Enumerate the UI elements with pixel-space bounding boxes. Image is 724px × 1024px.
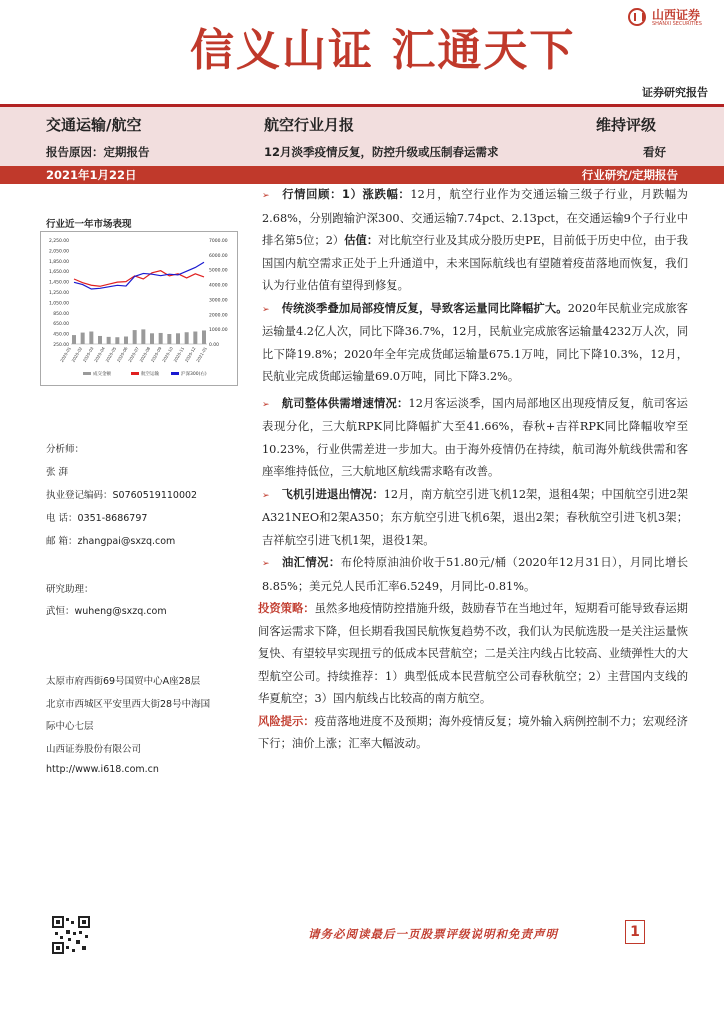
kw-risk: 风险提示：: [258, 714, 315, 728]
address-beijing-2: 际中心七层: [46, 721, 94, 732]
y-right-tick: 1000.00: [209, 328, 228, 334]
kw-supply-demand: 航司整体供需增速情况：: [281, 396, 409, 410]
legend-swatch: [83, 372, 91, 375]
volume-bar: [141, 329, 145, 344]
kw-passenger-volume: 传统淡季叠加局部疫情反复，导致客运量同比降幅扩大。: [281, 301, 568, 315]
y-left-tick: 250.00: [53, 343, 69, 348]
volume-bar: [193, 332, 197, 344]
legend-label: 航空运输: [141, 372, 159, 377]
volume-bar: [107, 337, 111, 344]
volume-bar: [185, 332, 189, 344]
x-tick: 2020-03: [81, 346, 95, 363]
arrow-bullet-icon: ➢: [262, 559, 270, 569]
logo-cn: 山西证券: [652, 8, 701, 22]
y-right-tick: 4000.00: [209, 283, 228, 289]
address-taiyuan: 太原市府西街69号国贸中心A座28层: [46, 676, 201, 687]
legend-label: 成交金额: [93, 372, 111, 377]
rating-label: 维持评级: [596, 116, 657, 134]
airline-line: [74, 271, 204, 287]
assistant-email[interactable]: 武恒：wuheng@sxzq.com: [46, 606, 167, 617]
y-left-tick: 2,050.00: [48, 249, 69, 255]
rating-value: 看好: [643, 145, 666, 159]
x-tick: 2020-01: [59, 346, 72, 363]
y-right-tick: 0.00: [209, 343, 220, 348]
market-chart: [40, 231, 238, 386]
y-right-tick: 5000.00: [209, 268, 228, 274]
x-tick: 2021-01: [195, 346, 208, 363]
y-right-tick: 6000.00: [209, 253, 228, 259]
y-left-tick: 1,850.00: [48, 259, 69, 265]
volume-bar: [115, 337, 119, 344]
report-date: 2021年1月22日: [46, 168, 137, 182]
logo-mark-icon: [628, 8, 646, 26]
arrow-bullet-icon: ➢: [262, 191, 270, 201]
report-reason: 报告原因：定期报告: [46, 145, 150, 159]
chart-title: 行业近一年市场表现: [46, 219, 132, 230]
x-tick: 2020-07: [127, 346, 140, 363]
y-left-tick: 650.00: [53, 322, 69, 328]
y-left-tick: 1,250.00: [48, 291, 69, 296]
paragraph-supply-demand: [258, 393, 688, 484]
page-number: 1: [625, 920, 645, 944]
website-link[interactable]: http://www.i618.com.cn: [46, 764, 159, 775]
x-tick: 2020-09: [149, 346, 163, 363]
volume-bar: [89, 332, 93, 344]
analyst-email[interactable]: 邮 箱：zhangpai@sxzq.com: [46, 536, 176, 547]
volume-bar: [81, 333, 85, 344]
volume-bar: [133, 330, 137, 344]
qr-code-icon: [52, 916, 90, 954]
legend-label: 沪深300(右): [181, 372, 207, 377]
x-tick: 2020-06: [115, 346, 129, 363]
paragraph-fleet: [258, 484, 688, 553]
x-tick: 2020-05: [104, 346, 118, 363]
volume-bar: [72, 335, 76, 344]
registration-code: 执业登记编码：S0760519110002: [46, 490, 198, 501]
analyst-phone: 电 话：0351-8686797: [46, 513, 148, 524]
address-beijing-1: 北京市西城区平安里西大街28号中海国: [46, 699, 211, 710]
x-tick: 2020-11: [172, 346, 186, 363]
analyst-label: 分析师：: [46, 444, 85, 455]
volume-bar: [124, 337, 128, 344]
y-right-tick: 7000.00: [209, 239, 228, 244]
legend-swatch: [171, 372, 179, 375]
volume-bar: [202, 330, 206, 344]
y-left-tick: 2,250.00: [48, 239, 69, 244]
kw-strategy: 投资策略：: [258, 602, 315, 615]
paragraph-oil-fx: [258, 552, 688, 598]
volume-bar: [150, 333, 154, 344]
text-valuation: 对比航空行业及其成分股历史PE，目前低于历史中位，由于我国国内航空需求正处于上升通道中，未来国际航线也有望随着疫苗落地而恢复，我们认为行业估值有望得到修复。: [262, 234, 688, 292]
text-supply-demand: 12月客运淡季，国内局部地区出现疫情反复，航司客运表现分化，三大航RPK同比降幅扩大至41.66%，春秋+吉祥RPK同比降幅收窄至10.23%，行业供需差进一步加大。由于海外疫情仍在持续，航司海外航线供需和客座率维持低位，三大航地区航线需求略有改善。: [262, 396, 688, 478]
legend-swatch: [131, 372, 139, 375]
slogan: 信义山证 汇通天下: [190, 25, 576, 76]
y-left-tick: 850.00: [53, 311, 69, 317]
kw-valuation: 估值：: [344, 234, 379, 247]
arrow-bullet-icon: ➢: [262, 304, 270, 315]
kw-market-review: 行情回顾：1）涨跌幅：: [281, 188, 411, 201]
volume-bar: [98, 336, 102, 344]
text-oil-fx: 布伦特原油油价收于51.80元/桶（2020年12月31日），月同比增长8.85%；美元兑人民币汇率6.5249，月同比-0.81%。: [262, 556, 688, 593]
y-right-tick: 2000.00: [209, 313, 228, 319]
text-risk: 疫苗落地进度不及预期；海外疫情反复；境外输入病例控制不力；宏观经济下行；油价上涨；汇率大幅波动。: [258, 714, 688, 750]
assistant-label: 研究助理：: [46, 584, 94, 595]
text-market-review: 12月，航空行业作为交通运输三级子行业，月跌幅为2.68%，分别跑输沪深300、交通运输7.74pct、2.13pct，在交通运输9个子行业中排名第5位；2）: [262, 188, 688, 247]
x-tick: 2020-02: [70, 346, 84, 363]
market-chart-svg: [41, 232, 237, 385]
x-tick: 2020-08: [138, 346, 152, 363]
y-left-tick: 1,650.00: [48, 270, 69, 276]
report-category: 行业研究/定期报告: [581, 168, 678, 182]
report-subtitle: 12月淡季疫情反复，防控升级或压制春运需求: [264, 145, 499, 159]
kw-oil-fx: 油汇情况：: [281, 556, 341, 569]
company-logo: [628, 6, 716, 34]
y-left-tick: 1,450.00: [48, 280, 69, 286]
report-title: 航空行业月报: [264, 116, 355, 134]
volume-bar: [167, 334, 171, 344]
volume-bar: [176, 333, 180, 344]
text-strategy: 虽然多地疫情防控措施升级，鼓励春节在当地过年，短期看可能导致春运期间客运需求下降，但长期看我国民航恢复趋势不改，我们认为民航选股一是关注运量恢复快、有望较早实现扭亏的低成本民营航空；二是关注内线占比较高、业绩弹性大的大型航空公司。持续推荐：1）典型低成本民营航空公司春秋航空；2）主营国内支线的华夏航空；3）国内航线占比较高的南方航空。: [258, 602, 688, 705]
report-type: 证券研究报告: [642, 86, 708, 99]
y-left-tick: 1,050.00: [48, 301, 69, 307]
volume-bar: [159, 333, 163, 344]
paragraph-risk: [258, 711, 688, 756]
kw-fleet: 飞机引进退出情况：: [281, 487, 384, 501]
paragraph-strategy: [258, 598, 688, 711]
text-passenger-volume: 2020年民航业完成旅客运输量4.2亿人次，同比下降36.7%，12月，民航业完成旅客运输量4232万人次，同比下降19.8%；2020年全年完成货邮运输量675.1万吨，同比下降10.3%，12月，民航业完成货邮运输量69.0万吨，同比下降3.2%。: [262, 301, 688, 383]
logo-en: SHANXI SECURITIES: [652, 21, 702, 27]
x-tick: 2020-12: [183, 346, 197, 363]
report-body: [258, 184, 688, 756]
paragraph-passenger-volume: [258, 298, 688, 389]
analyst-name: 张 湃: [46, 467, 69, 478]
company-name: 山西证券股份有限公司: [46, 744, 142, 755]
industry: 交通运输/航空: [46, 116, 142, 134]
text-fleet: 12月，南方航空引进飞机12架，退租4架；中国航空引进2架A321NEO和2架A350；东方航空引进飞机6架，退出2架；春秋航空引进飞机3架；吉祥航空引进飞机1架，退役1架。: [262, 487, 688, 547]
arrow-bullet-icon: ➢: [262, 399, 270, 410]
y-left-tick: 450.00: [53, 332, 69, 338]
disclaimer-notice: 请务必阅读最后一页股票评级说明和免责声明: [308, 927, 558, 941]
x-tick: 2020-10: [161, 346, 174, 363]
paragraph-market-review: [258, 184, 688, 298]
x-tick: 2020-04: [93, 346, 106, 363]
arrow-bullet-icon: ➢: [262, 490, 270, 501]
y-right-tick: 3000.00: [209, 298, 228, 304]
